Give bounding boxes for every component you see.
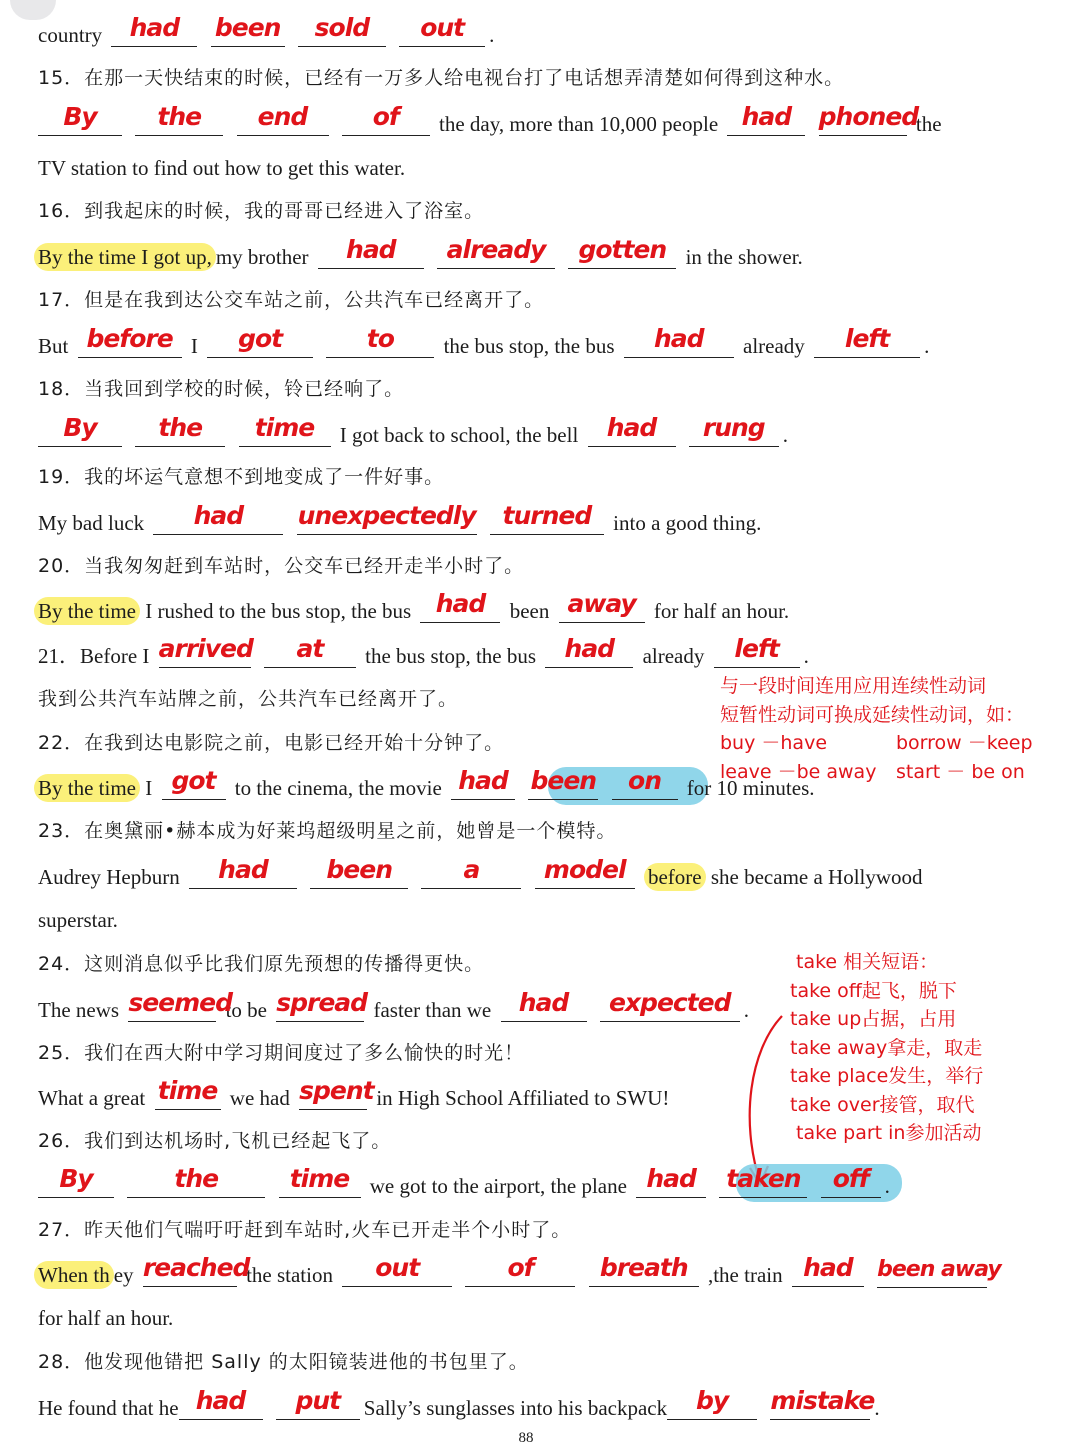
answer-blank: By xyxy=(38,109,122,136)
q21-chinese: 我到公共汽车站牌之前，公共汽车已经离开了。 xyxy=(38,688,459,710)
answer-blank: time xyxy=(279,1171,361,1198)
highlighted-phrase: before xyxy=(644,863,706,891)
q14-line: country had been sold out . xyxy=(38,13,495,47)
answer-blank: arrived xyxy=(159,641,251,668)
q24-line: The news seemed to be spread faster than we had expected . xyxy=(38,988,749,1022)
q19-line: My bad luck had unexpectedly turned into a good thing. xyxy=(38,501,762,535)
q27-chinese: 27．昨天他们气喘吁吁赶到车站时,火车已开走半个小时了。 xyxy=(38,1219,572,1241)
answer-blank: had xyxy=(727,109,805,136)
answer-blank: at xyxy=(264,641,356,668)
highlighted-phrase: By the time I got up, xyxy=(34,243,216,271)
answer-blank: had xyxy=(501,995,587,1022)
highlighted-phrase: By the time xyxy=(34,774,140,802)
q25-chinese: 25．我们在西大附中学习期间度过了多么愉快的时光！ xyxy=(38,1042,525,1064)
answer-blank: been away xyxy=(877,1261,987,1288)
answer-blank: phoned xyxy=(819,109,907,136)
q16-chinese: 16．到我起床的时候，我的哥哥已经进入了浴室。 xyxy=(38,200,485,222)
answer-blank: out xyxy=(342,1260,452,1287)
answer-blank: before xyxy=(78,331,182,358)
q25-line: What a great time we had spent in High School Affiliated to SWU! xyxy=(38,1076,670,1110)
q23-line2: superstar. xyxy=(38,908,118,932)
answer-blank: got xyxy=(162,773,226,800)
answer-blank: left xyxy=(814,331,920,358)
q20-line: By the time I rushed to the bus stop, the bus had been away for half an hour. xyxy=(38,596,789,625)
answer-blank: the xyxy=(127,1171,265,1198)
answer-blank: rung xyxy=(689,420,779,447)
q17-line: But before I got to the bus stop, the bus had already left . xyxy=(38,324,930,358)
answer-blank: mistake xyxy=(770,1393,870,1420)
answer-blank: gotten xyxy=(568,242,676,269)
answer-blank: left xyxy=(714,641,800,668)
answer-blank: the xyxy=(135,109,223,136)
answer-blank: had xyxy=(624,331,734,358)
q21-line: 21．Before I arrived at the bus stop, the bus had already left . xyxy=(38,634,809,668)
answer-blank: had xyxy=(153,508,283,535)
answer-blank: had xyxy=(545,641,633,668)
answer-blank: expected xyxy=(600,995,740,1022)
answer-blank: breath xyxy=(589,1260,699,1287)
answer-blank: turned xyxy=(490,508,604,535)
answer-blank: By xyxy=(38,1171,114,1198)
q27-line2: for half an hour. xyxy=(38,1306,174,1330)
q19-chinese: 19．我的坏运气意想不到地变成了一件好事。 xyxy=(38,466,445,488)
q27-line: When th ey reached the station out of breath ,the train had been away xyxy=(38,1260,991,1289)
answer-blank: had xyxy=(179,1393,263,1420)
collapse-handle[interactable] xyxy=(10,0,56,20)
answer-blank: off xyxy=(821,1171,881,1198)
answer-blank: put xyxy=(276,1393,360,1420)
page-number: 88 xyxy=(518,1430,534,1446)
q15-chinese: 15．在那一天快结束的时候，已经有一万多人给电视台打了电话想弄清楚如何得到这种水。 xyxy=(38,67,845,89)
answer-blank: taken xyxy=(719,1171,807,1198)
answer-blank: got xyxy=(207,331,313,358)
answer-blank: had xyxy=(792,1260,864,1287)
answer-blank: sold xyxy=(298,20,386,47)
margin-note-take-phrases: take 相关短语： take off起飞，脱下 take up占据，占用 take away拿走，取走 take place发生，举行 take over接管，取代 take part in参加活动 xyxy=(790,951,984,1144)
highlighted-phrase: By the time xyxy=(34,597,140,625)
answer-blank: time xyxy=(155,1083,221,1110)
answer-blank: By xyxy=(38,420,122,447)
answer-blank: model xyxy=(535,862,635,889)
q28-line: He found that he had put Sally’s sunglasses into his backpack by mistake. xyxy=(38,1386,880,1420)
answer-blank: unexpectedly xyxy=(297,508,477,535)
q15-line: By the end of the day, more than 10,000 people had phoned the xyxy=(38,109,942,138)
q23-chinese: 23．在奥黛丽•赫本成为好莱坞超级明星之前，她曾是一个模特。 xyxy=(38,820,617,842)
answer-blank: seemed xyxy=(128,995,216,1022)
q18-line: By the time I got back to school, the bell had rung . xyxy=(38,420,788,449)
answer-blank: had xyxy=(318,242,424,269)
answer-blank: been xyxy=(211,20,285,47)
answer-blank: had xyxy=(451,773,515,800)
margin-note-verbs: 与一段时间连用应用连续性动词 短暂性动词可换成延续性动词，如： buy －have borrow －keep leave －be away start － be on xyxy=(720,675,1033,783)
answer-blank: been xyxy=(310,862,408,889)
q26-chinese: 26．我们到达机场时,飞机已经起飞了。 xyxy=(38,1130,392,1152)
answer-blank: had xyxy=(420,596,500,623)
answer-blank: to xyxy=(326,331,434,358)
q15-line2: TV station to find out how to get this water. xyxy=(38,156,406,180)
answer-blank: had xyxy=(189,862,297,889)
q16-line: By the time I got up, my brother had already gotten in the shower. xyxy=(38,242,803,271)
answer-blank: been xyxy=(528,773,598,800)
answer-blank: a xyxy=(421,862,521,889)
answer-blank: out xyxy=(399,20,485,47)
answer-blank: by xyxy=(667,1393,757,1420)
highlighted-phrase: When th xyxy=(34,1261,114,1289)
answer-blank: reached xyxy=(143,1260,237,1287)
q24-chinese: 24．这则消息似乎比我们原先预想的传播得更快。 xyxy=(38,953,485,975)
answer-blank: away xyxy=(559,596,645,623)
answer-blank: end xyxy=(237,109,329,136)
answer-blank: of xyxy=(465,1260,575,1287)
answer-blank: had xyxy=(636,1171,706,1198)
q23-line: Audrey Hepburn had been a model before she became a Hollywood xyxy=(38,855,923,889)
answer-blank: spread xyxy=(276,995,364,1022)
answer-blank: spent xyxy=(299,1083,367,1110)
answer-blank: on xyxy=(612,773,678,800)
q22-line: By the time I got to the cinema, the movie had been on for 10 minutes. xyxy=(38,773,815,802)
q22-chinese: 22．在我到达电影院之前，电影已经开始十分钟了。 xyxy=(38,732,505,754)
q20-chinese: 20．当我匆匆赶到车站时，公交车已经开走半小时了。 xyxy=(38,555,525,577)
answer-blank: of xyxy=(342,109,430,136)
answer-blank: had xyxy=(588,420,676,447)
answer-blank: had xyxy=(111,20,197,47)
q26-line: By the time we got to the airport, the plane had taken off . xyxy=(38,1171,890,1200)
q28-chinese: 28．他发现他错把 Sally 的太阳镜装进他的书包里了。 xyxy=(38,1351,529,1373)
q18-chinese: 18．当我回到学校的时候，铃已经响了。 xyxy=(38,378,405,400)
answer-blank: already xyxy=(437,242,555,269)
answer-blank: the xyxy=(135,420,225,447)
answer-blank: time xyxy=(239,420,331,447)
q17-chinese: 17．但是在我到达公交车站之前，公共汽车已经离开了。 xyxy=(38,289,545,311)
